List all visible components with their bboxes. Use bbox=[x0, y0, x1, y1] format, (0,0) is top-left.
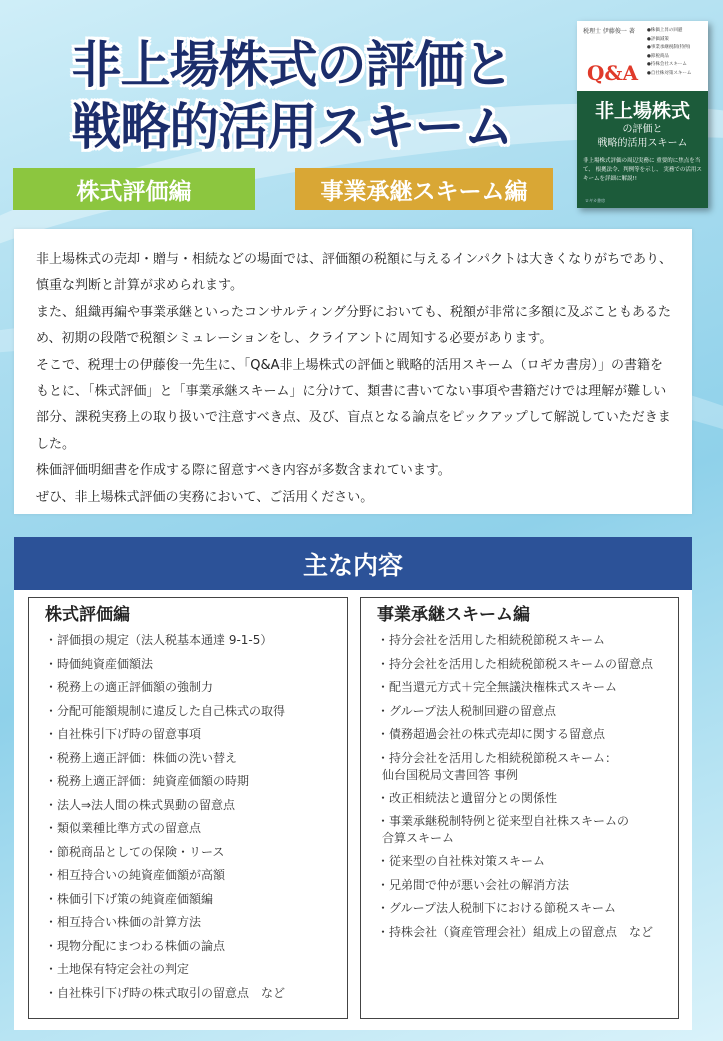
book-feature-item: ●事業承継税制(特例) bbox=[647, 45, 691, 50]
column-title: 事業承継スキーム編 bbox=[377, 605, 530, 625]
book-author: 税理士 伊藤俊一 著 bbox=[583, 28, 635, 35]
list-item bbox=[377, 629, 678, 653]
list-item: ・分配可能額規制に違反した自己株式の取得 bbox=[45, 703, 286, 718]
list-item: ・時価純資産価額法 bbox=[45, 656, 154, 671]
list-item bbox=[377, 850, 678, 874]
list-item-text: ・持株会社（資産管理会社）組成上の留意点 など bbox=[377, 924, 654, 939]
intro-paragraph: また、組織再編や事業承継といったコンサルティング分野においても、税額が非常に多額に及ぶこともあるため、初期の段階で税額シミュレーションをし、クライアントに周知する必要があります。 bbox=[36, 304, 672, 347]
main-contents-header: 主な内容 bbox=[14, 537, 692, 590]
book-feature-item: ●評価減策 bbox=[647, 36, 669, 42]
list-item: ・税務上適正評価：株価の洗い替え bbox=[45, 750, 238, 765]
page-title bbox=[12, 34, 572, 158]
list-item-text: ・従来型の自社株対策スキーム bbox=[377, 854, 546, 868]
list-item-text: ・グループ法人税制回避の留意点 bbox=[377, 703, 557, 718]
book-feature-item: ●株価上昇の回避 bbox=[647, 28, 683, 33]
tag-stock-valuation: 株式評価編 bbox=[13, 168, 255, 210]
tag-succession-scheme: 事業承継スキーム編 bbox=[295, 168, 553, 210]
list-item bbox=[377, 810, 678, 850]
list-item bbox=[377, 700, 678, 724]
list-item: ・節税商品としての保険・リース bbox=[45, 844, 225, 859]
topic-list bbox=[45, 629, 347, 1005]
intro-paragraph: そこで、税理士の伊藤俊一先生に、「Q&A非上場株式の評価と戦略的活用スキーム（ロギカ書房）」の書籍をもとに、「株式評価」と「事業承継スキーム」に分けて、類書に書いてない事項や書籍だけでは理解が難しい部分、課税実務上の取り扱いで注意すべき点、及び、盲点となる論点をピックアップして解説していただきました。 bbox=[36, 357, 671, 452]
list-item: ・税務上の適正評価額の強制力 bbox=[45, 680, 214, 694]
list-item bbox=[377, 787, 678, 811]
book-qa-label: Q&A bbox=[587, 61, 638, 85]
list-item-text: ・債務超過会社の株式売却に関する留意点 bbox=[377, 727, 606, 741]
list-item: ・土地保有特定会社の判定 bbox=[45, 962, 190, 976]
list-item: ・税務上適正評価：純資産価額の時期 bbox=[45, 774, 250, 788]
intro-paragraph: ぜひ、非上場株式評価の実務において、ご活用ください。 bbox=[36, 489, 374, 505]
list-item: ・相互持合い株価の計算方法 bbox=[45, 915, 202, 929]
main-contents-box bbox=[14, 537, 692, 1030]
title-line-1: 非上場株式の評価と bbox=[71, 36, 513, 94]
book-cover-top bbox=[577, 21, 708, 91]
list-item-text: ・兄弟間で仲が悪い会社の解消方法 bbox=[377, 877, 570, 892]
list-item bbox=[377, 874, 678, 898]
stock-valuation-column bbox=[28, 597, 348, 1019]
book-feature-item: ●持株会社スキーム bbox=[647, 62, 687, 67]
list-item: ・株価引下げ策の純資産価額編 bbox=[45, 891, 214, 906]
book-feature-item: ●節税商品 bbox=[647, 53, 669, 59]
list-item bbox=[377, 653, 678, 677]
book-cover bbox=[577, 21, 708, 208]
list-item: ・法人⇒法人間の株式異動の留意点 bbox=[45, 797, 236, 812]
list-item: ・評価損の規定（法人税基本通達 9-1-5） bbox=[45, 633, 273, 647]
list-item-text: ・改正相続法と遺留分との関係性 bbox=[377, 790, 558, 805]
list-item-text: ・持分会社を活用した相続税節税スキームの留意点 bbox=[377, 656, 654, 671]
list-item bbox=[377, 921, 678, 945]
list-item-text: ・グループ法人税制下における節税スキーム bbox=[377, 901, 617, 915]
list-item: ・相互持合いの純資産価額が高額 bbox=[45, 868, 226, 882]
list-item bbox=[377, 723, 678, 747]
book-subtitle-2: 戦略的活用スキーム bbox=[597, 138, 688, 149]
list-item-text: ・事業承継税制特例と従来型自社株スキームの bbox=[377, 814, 630, 828]
intro-paragraph: 株価評価明細書を作成する際に留意すべき内容が多数含まれています。 bbox=[36, 463, 451, 479]
topic-list bbox=[377, 629, 678, 944]
book-feature-item: ●自社株対策スキーム bbox=[647, 70, 692, 76]
book-title: 非上場株式 bbox=[594, 100, 690, 122]
list-item-text-continued: 仙台国税局文書回答 事例 bbox=[382, 767, 518, 782]
column-title: 株式評価編 bbox=[45, 605, 130, 625]
book-feature-list bbox=[647, 27, 691, 78]
list-item bbox=[377, 676, 678, 700]
list-item: ・現物分配にまつわる株価の論点 bbox=[45, 938, 226, 953]
list-item-text-continued: 合算スキーム bbox=[382, 831, 455, 845]
book-subtitle-1: の評価と bbox=[622, 124, 663, 135]
title-line-2: 戦略的活用スキーム bbox=[71, 98, 513, 156]
list-item bbox=[377, 897, 678, 921]
book-description: 非上場株式評価の周辺実務に 重要的に焦点を当て、 根拠法令、判例等を示し、 実務での活用スキームを詳細に解説!! bbox=[583, 158, 702, 182]
list-item bbox=[377, 747, 678, 787]
list-item-text: ・配当還元方式＋完全無議決権株式スキーム bbox=[377, 680, 618, 694]
intro-text-box bbox=[14, 229, 692, 514]
succession-scheme-column bbox=[360, 597, 679, 1019]
list-item-text: ・持分会社を活用した相続税節税スキーム bbox=[377, 633, 606, 647]
list-item: ・類似業種比準方式の留意点 bbox=[45, 821, 202, 835]
intro-paragraph: 非上場株式の売却・贈与・相続などの場面では、評価額の税額に与えるインパクトは大きくなりがちであり、慎重な判断と計算が求められます。 bbox=[36, 252, 672, 294]
list-item-text: ・持分会社を活用した相続税節税スキーム： bbox=[377, 750, 618, 765]
list-item: ・自社株引下げ時の留意事項 bbox=[45, 727, 202, 741]
book-publisher: ロギカ書房 bbox=[585, 198, 605, 203]
list-item: ・自社株引下げ時の株式取引の留意点 など bbox=[45, 985, 286, 1000]
